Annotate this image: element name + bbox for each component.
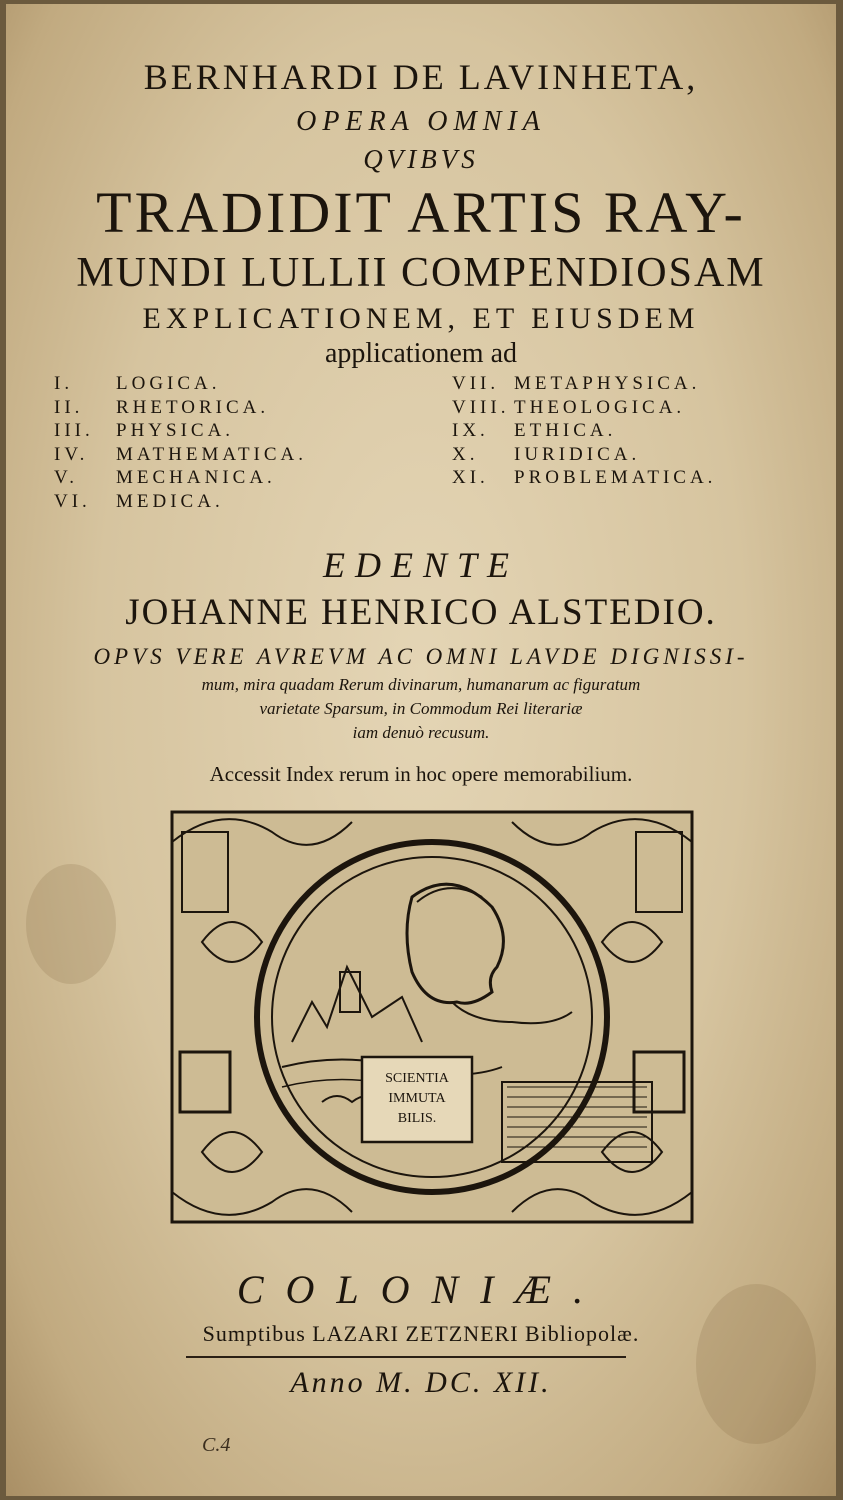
editor-name: JOHANNE HENRICO ALSTEDIO. — [125, 592, 717, 633]
main-title-line-4: applicationem ad — [324, 338, 518, 369]
list-item: V. MECHANICA. — [54, 467, 276, 488]
edente-line: EDENTE — [322, 545, 519, 585]
list-item: IX. ETHICA. — [452, 420, 617, 441]
author-line: BERNHARDI DE LAVINHETA, — [143, 57, 699, 97]
list-item: I. LOGICA. — [54, 373, 221, 394]
list-item: IV. MATHEMATICA. — [54, 443, 308, 465]
motto-line: BILIS. — [397, 1111, 437, 1126]
motto-line: SCIENTIA — [385, 1071, 449, 1086]
description-line-3: varietate Sparsum, in Commodum Rei literariæ — [259, 699, 583, 718]
list-item: XI. PROBLEMATICA. — [452, 467, 717, 488]
subjects-list-right — [452, 372, 716, 490]
list-item: VI. MEDICA. — [54, 490, 224, 512]
publisher-line: Sumptibus LAZARI ZETZNERI Bibliopolæ. — [202, 1321, 640, 1346]
paper-stain — [26, 864, 116, 984]
motto-line: IMMUTA — [388, 1091, 446, 1106]
list-item: X. IURIDICA. — [452, 443, 641, 465]
list-item: VII. METAPHYSICA. — [452, 373, 701, 394]
year-line: Anno M. DC. XII. — [290, 1366, 552, 1399]
main-title-line-3: EXPLICATIONEM, ET EIUSDEM — [142, 302, 700, 335]
subjects-list-left — [54, 372, 307, 513]
description-line-1: OPVS VERE AVREVM AC OMNI LAVDE DIGNISSI- — [93, 644, 749, 669]
place-of-publication: COLONIÆ. — [236, 1267, 606, 1312]
list-item: VIII. THEOLOGICA. — [452, 396, 686, 418]
description-line-2: mum, mira quadam Rerum divinarum, humanarum ac figuratum — [201, 675, 641, 694]
main-title-line-2: MUNDI LULLII COMPENDIOSAM — [76, 250, 766, 296]
description-line-4: iam denuò recusum. — [352, 723, 490, 742]
divider-rule — [186, 1356, 626, 1358]
main-title-line-1: TRADIDIT ARTIS RAY- — [96, 180, 746, 245]
title-page — [6, 4, 836, 1496]
manuscript-mark: C.4 — [202, 1434, 231, 1456]
list-item: III. PHYSICA. — [54, 420, 235, 441]
opera-omnia-line: OPERA OMNIA — [296, 106, 546, 137]
printers-device-woodcut — [162, 802, 702, 1232]
quibus-line: QVIBVS — [363, 144, 479, 174]
index-note: Accessit Index rerum in hoc opere memorabilium. — [209, 762, 633, 786]
list-item: II. RHETORICA. — [54, 396, 270, 418]
